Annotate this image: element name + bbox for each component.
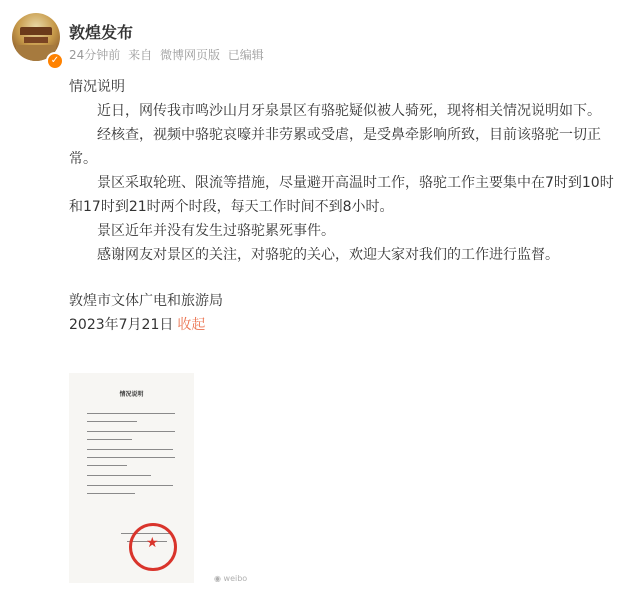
post-content — [69, 75, 614, 337]
doc-text-line — [87, 431, 175, 432]
collapse-link[interactable]: 收起 — [177, 317, 206, 333]
doc-title: 情况说明 — [119, 391, 144, 398]
doc-text-line — [87, 439, 132, 440]
doc-text-line — [87, 475, 151, 476]
official-seal-stamp — [129, 523, 177, 571]
paragraph-2: 经核查，视频中骆驼哀嚎并非劳累或受虐，是受鼻牵影响所致，目前该骆驼一切正常。 — [69, 127, 601, 167]
verified-badge-icon: ✓ — [46, 52, 64, 70]
star-icon: ★ — [146, 535, 159, 551]
post-meta — [69, 46, 268, 63]
content-heading: 情况说明 — [69, 79, 125, 95]
doc-text-line — [87, 493, 135, 494]
post-time[interactable]: 24分钟前 — [69, 48, 121, 62]
avatar-pagoda-roof-lower — [24, 37, 48, 43]
paragraph-4: 景区近年并没有发生过骆驼累死事件。 — [97, 223, 335, 239]
source-prefix: 来自 — [128, 48, 153, 62]
doc-text-line — [87, 457, 175, 458]
paragraph-3: 景区采取轮班、限流等措施，尽量避开高温时工作，骆驼工作主要集中在7时到10时和17时到21时两个时段，每天工作时间不到8小时。 — [69, 175, 614, 215]
doc-text-line — [87, 485, 173, 486]
doc-text-line — [87, 449, 173, 450]
paragraph-1: 近日，网传我市鸣沙山月牙泉景区有骆驼疑似被人骑死，现将相关情况说明如下。 — [97, 103, 601, 119]
doc-text-line — [87, 421, 137, 422]
post-source[interactable]: 微博网页版 — [159, 48, 220, 62]
doc-text-line — [87, 465, 127, 466]
signature: 敦煌市文体广电和旅游局 — [69, 293, 223, 309]
edited-label[interactable]: 已编辑 — [227, 48, 264, 62]
date-line — [69, 313, 614, 337]
paragraph-5: 感谢网友对景区的关注，对骆驼的关心，欢迎大家对我们的工作进行监督。 — [97, 247, 559, 263]
doc-text-line — [87, 413, 175, 414]
image-watermark: ◉ weibo — [214, 574, 248, 583]
document-image[interactable] — [69, 373, 194, 583]
avatar-pagoda-roof — [20, 27, 52, 35]
post-date: 2023年7月21日 — [69, 317, 174, 333]
author-name[interactable]: 敦煌发布 — [69, 23, 134, 42]
